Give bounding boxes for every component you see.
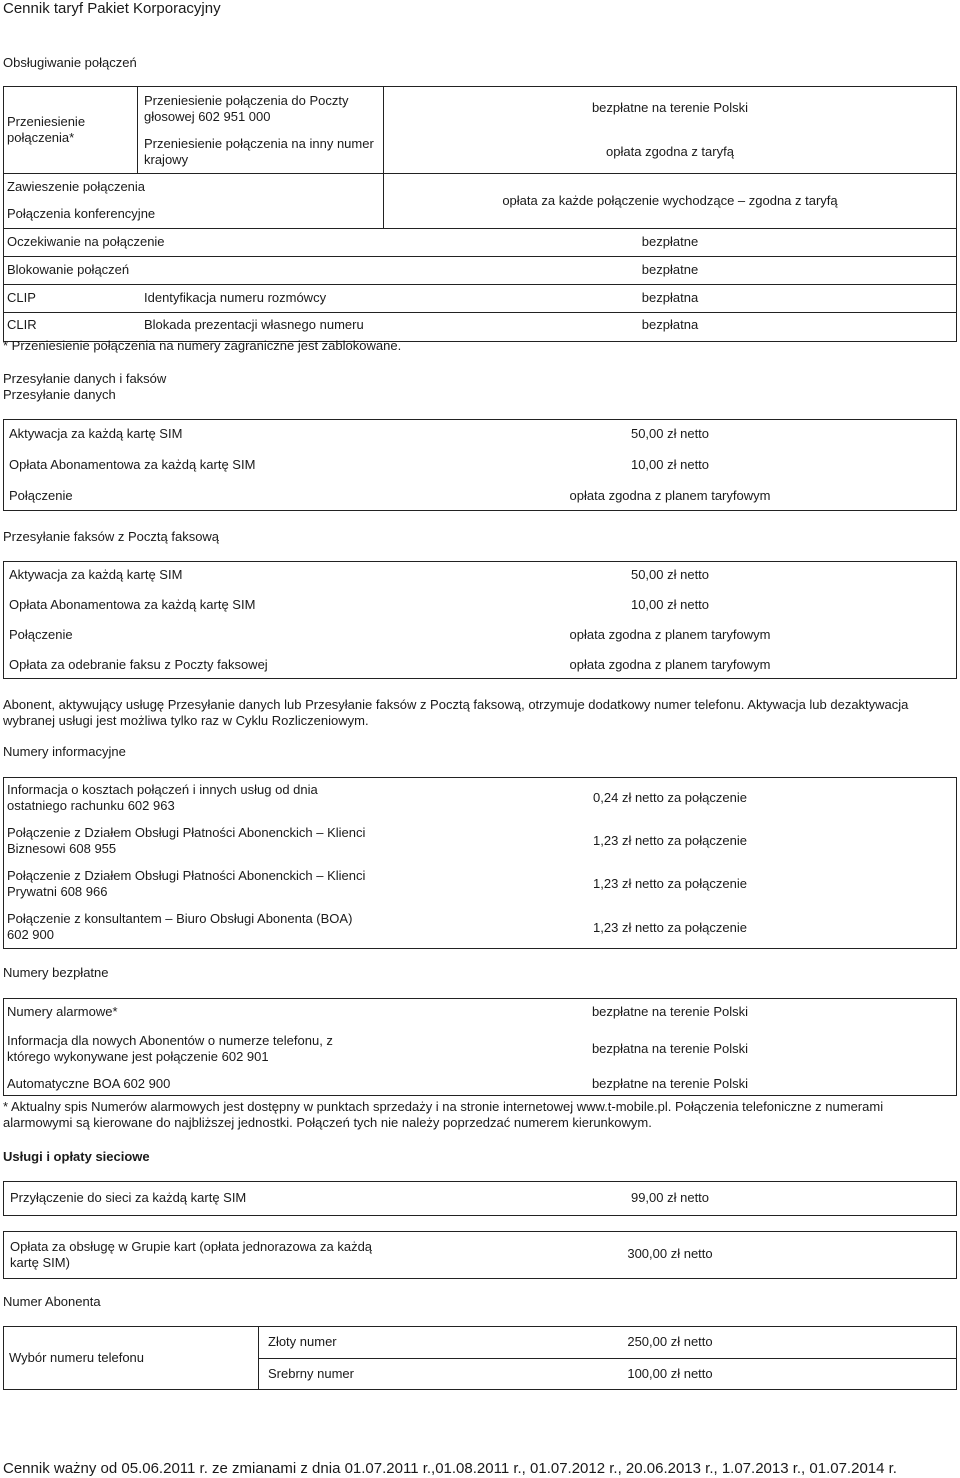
free-row-value: bezpłatne na terenie Polski <box>591 1004 749 1019</box>
calls-table-rule <box>3 312 957 313</box>
clip-label: CLIP <box>7 290 36 305</box>
blocking-label: Blokowanie połączeń <box>7 262 130 277</box>
network-connect-label: Przyłączenie do sieci za każdą kartę SIM <box>10 1190 247 1205</box>
calls-table-rule <box>3 228 957 229</box>
info-row-value: 1,23 zł netto za połączenie <box>593 876 747 891</box>
waiting-value: bezpłatne <box>641 234 699 249</box>
fax-row-label: Opłata za odebranie faksu z Poczty faksowej <box>9 657 268 672</box>
calls-table-divider <box>137 86 138 173</box>
fax-row-value: opłata zgodna z planem taryfowym <box>569 657 771 672</box>
network-group-value: 300,00 zł netto <box>627 1246 713 1261</box>
hold-label: Zawieszenie połączenia <box>7 179 146 194</box>
network-connect-value: 99,00 zł netto <box>630 1190 710 1205</box>
info-row-label: Połączenie z Działem Obsługi Płatności Abonenckich – Klienci Prywatni 608 966 <box>7 868 366 899</box>
free-row-value: bezpłatne na terenie Polski <box>591 1076 749 1091</box>
free-row-label: Automatyczne BOA 602 900 <box>7 1076 171 1091</box>
blocking-value: bezpłatne <box>641 262 699 277</box>
waiting-label: Oczekiwanie na połączenie <box>7 234 165 249</box>
forwarding-label: Przeniesienie połączenia* <box>7 114 86 145</box>
calls-table-rule <box>3 284 957 285</box>
clip-value: bezpłatna <box>641 290 699 305</box>
fax-row-value: 10,00 zł netto <box>630 597 710 612</box>
data-row-value: 50,00 zł netto <box>630 426 710 441</box>
data-row-label: Aktywacja za każdą kartę SIM <box>9 426 183 441</box>
silver-number-value: 100,00 zł netto <box>627 1366 713 1381</box>
free-numbers-footnote: * Aktualny spis Numerów alarmowych jest dostępny w punktach sprzedaży i na stronie internetowej www.t-mobile.pl. Połączenia telefoniczne z numerami alarmowymi są kierowane do najbliższej jednostki. Połączeń tych nie należy poprzedzać numerem kierunkowym. <box>3 1099 884 1130</box>
fax-row-value: 50,00 zł netto <box>630 567 710 582</box>
info-row-value: 1,23 zł netto za połączenie <box>593 920 747 935</box>
clir-label: CLIR <box>7 317 37 332</box>
calls-table-rule <box>3 256 957 257</box>
section-heading-network: Usługi i opłaty sieciowe <box>3 1149 150 1164</box>
info-row-label: Połączenie z Działem Obsługi Płatności Abonenckich – Klienci Biznesowi 608 955 <box>7 825 366 856</box>
calls-table-rule <box>3 173 957 174</box>
fax-row-label: Połączenie <box>9 627 73 642</box>
data-row-value: 10,00 zł netto <box>630 457 710 472</box>
forwarding-other: Przeniesienie połączenia na inny numer krajowy <box>144 136 374 167</box>
gold-number-label: Złoty numer <box>268 1334 337 1349</box>
calls-footnote: * Przeniesienie połączenia na numery zagraniczne jest zablokowane. <box>3 338 402 353</box>
section-heading-free-numbers: Numery bezpłatne <box>3 965 109 980</box>
document-title: Cennik taryf Pakiet Korporacyjny <box>3 0 221 17</box>
fax-row-label: Opłata Abonamentowa za każdą kartę SIM <box>9 597 256 612</box>
section-heading-calls: Obsługiwanie połączeń <box>3 55 137 70</box>
section-heading-data-fax: Przesyłanie danych i faksów <box>3 371 167 386</box>
hold-conference-value: opłata za każde połączenie wychodzące – zgodna z taryfą <box>502 193 838 208</box>
fax-row-value: opłata zgodna z planem taryfowym <box>569 627 771 642</box>
forwarding-voicemail-value: bezpłatne na terenie Polski <box>591 100 749 115</box>
free-row-label: Numery alarmowe* <box>7 1004 118 1019</box>
data-fax-note: Abonent, aktywujący usługę Przesyłanie danych lub Przesyłanie faksów z Pocztą faksową, otrzymuje dodatkowy numer telefonu. Aktywacja lub dezaktywacja wybranej usługi jest możliwa tylko raz w Cyklu Rozliczeniowym. <box>3 697 909 728</box>
network-group-box <box>3 1231 957 1279</box>
free-row-label: Informacja dla nowych Abonentów o numerze telefonu, z którego wykonywane jest połączenie 602 901 <box>7 1033 333 1064</box>
subheading-fax: Przesyłanie faksów z Pocztą faksową <box>3 529 220 544</box>
fax-row-label: Aktywacja za każdą kartę SIM <box>9 567 183 582</box>
data-row-label: Połączenie <box>9 488 73 503</box>
validity-footer: Cennik ważny od 05.06.2011 r. ze zmianami z dnia 01.07.2011 r.,01.08.2011 r., 01.07.2012 r., 20.06.2013 r., 1.07.2013 r., 01.07.2014 r. <box>3 1460 897 1477</box>
gold-number-value: 250,00 zł netto <box>627 1334 713 1349</box>
forwarding-voicemail: Przeniesienie połączenia do Poczty głosowej 602 951 000 <box>144 93 349 124</box>
network-group-label: Opłata za obsługę w Grupie kart (opłata jednorazowa za każdą kartę SIM) <box>10 1239 373 1270</box>
clip-desc: Identyfikacja numeru rozmówcy <box>144 290 327 305</box>
info-row-label: Informacja o kosztach połączeń i innych usług od dnia ostatniego rachunku 602 963 <box>7 782 318 813</box>
network-connect-box <box>3 1181 957 1216</box>
number-choice-label: Wybór numeru telefonu <box>9 1350 145 1365</box>
data-row-value: opłata zgodna z planem taryfowym <box>569 488 771 503</box>
clir-value: bezpłatna <box>641 317 699 332</box>
info-row-value: 0,24 zł netto za połączenie <box>593 790 747 805</box>
info-row-label: Połączenie z konsultantem – Biuro Obsługi Abonenta (BOA) 602 900 <box>7 911 353 942</box>
info-row-value: 1,23 zł netto za połączenie <box>593 833 747 848</box>
subheading-data: Przesyłanie danych <box>3 387 116 402</box>
silver-number-label: Srebrny numer <box>268 1366 354 1381</box>
forwarding-other-value: opłata zgodna z taryfą <box>606 144 734 159</box>
data-row-label: Opłata Abonamentowa za każdą kartę SIM <box>9 457 256 472</box>
conference-label: Połączenia konferencyjne <box>7 206 156 221</box>
subscriber-table-rule <box>258 1358 957 1359</box>
section-heading-info-numbers: Numery informacyjne <box>3 744 126 759</box>
free-row-value: bezpłatna na terenie Polski <box>591 1041 749 1056</box>
clir-desc: Blokada prezentacji własnego numeru <box>144 317 364 332</box>
section-heading-subscriber-number: Numer Abonenta <box>3 1294 101 1309</box>
